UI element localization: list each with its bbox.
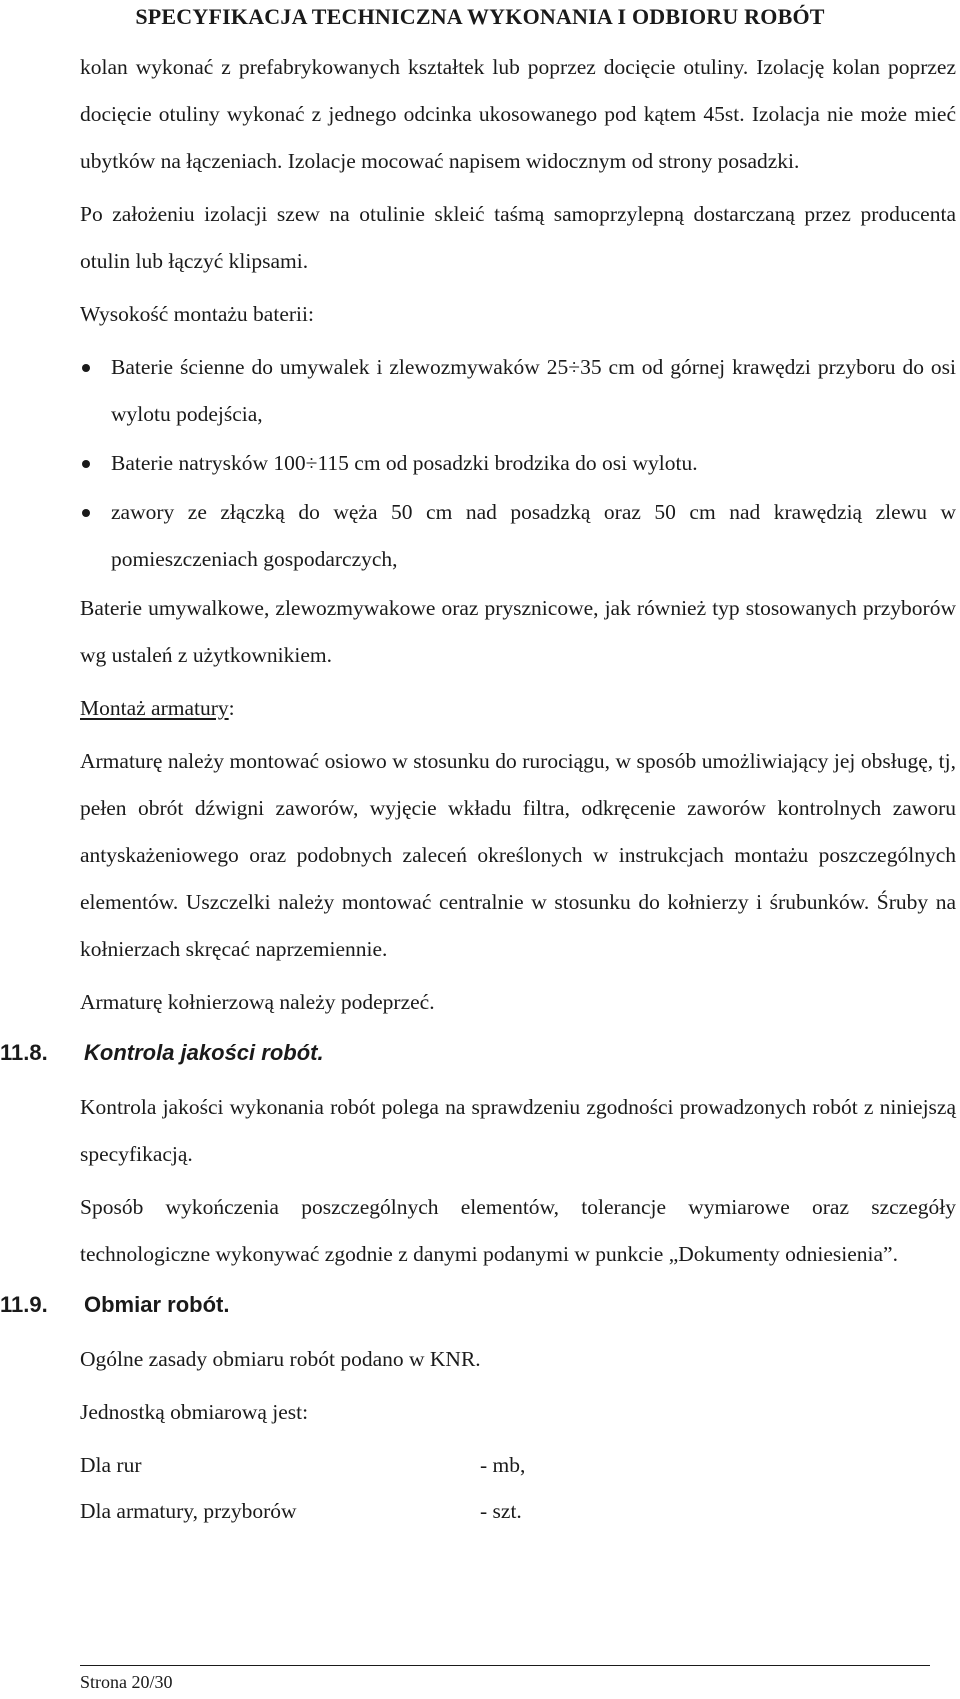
list-item-text: Baterie natrysków 100÷115 cm od posadzki brodzika do osi wylotu. (111, 451, 698, 475)
measurement-label: Dla armatury, przyborów (80, 1499, 297, 1523)
measurement-row (80, 1442, 956, 1488)
section-heading-11-9 (0, 1288, 956, 1328)
paragraph-insulation-seam: Po założeniu izolacji szew na otulinie skleić taśmą samoprzylepną dostarczaną przez producenta otulin lub łączyć klipsami. (80, 202, 956, 273)
paragraph-fittings-assembly: Armaturę należy montować osiowo w stosunku do rurociągu, w sposób umożliwiający jej obsługę, tj, pełen obrót dźwigni zaworów, wyjęcie wkładu filtra, odkręcenie zaworów kontrolnych zaworu antyskażeniowego oraz podobnych zaleceń określonych w instrukcjach montażu poszczególnych elementów. Uszczelki należy montować centralnie w stosunku do kołnierzy i śrubunków. Śruby na kołnierzach skręcać naprzemiennie. (80, 749, 956, 961)
section-number: 11.9. (0, 1292, 48, 1317)
list-item (80, 440, 956, 487)
subheading-fittings-assembly (80, 685, 956, 732)
measurement-unit: - mb, (480, 1453, 526, 1477)
subheading-text: Montaż armatury (80, 696, 229, 720)
paragraph-measurement-rules: Ogólne zasady obmiaru robót podano w KNR. (80, 1347, 481, 1371)
paragraph-battery-height-intro: Wysokość montażu baterii: (80, 302, 314, 326)
list-item (80, 344, 956, 438)
bullet-icon (82, 460, 90, 468)
paragraph-measurement-unit-intro: Jednostką obmiarową jest: (80, 1400, 309, 1424)
list-item-text: Baterie ścienne do umywalek i zlewozmywaków 25÷35 cm od górnej krawędzi przyboru do osi wylotu podejścia, (111, 355, 956, 426)
bullet-icon (82, 364, 90, 372)
paragraph-batteries-types: Baterie umywalkowe, zlewozmywakowe oraz prysznicowe, jak również typ stosowanych przyborów wg ustaleń z użytkownikiem. (80, 596, 956, 667)
subheading-colon: : (228, 696, 235, 720)
paragraph-flanged-fittings: Armaturę kołnierzową należy podeprzeć. (80, 990, 435, 1014)
measurement-row (80, 1488, 956, 1534)
document-header: SPECYFIKACJA TECHNICZNA WYKONANIA I ODBIORU ROBÓT (135, 4, 825, 29)
measurement-label: Dla rur (80, 1453, 142, 1477)
section-number: 11.8. (0, 1040, 48, 1065)
bullet-icon (82, 509, 90, 517)
list-item-text: zawory ze złączką do węża 50 cm nad posadzką oraz 50 cm nad krawędzią zlewu w pomieszczeniach gospodarczych, (111, 500, 956, 571)
list-item (80, 489, 956, 583)
section-title: Obmiar robót. (84, 1292, 230, 1317)
paragraph-finishing-method: Sposób wykończenia poszczególnych elementów, tolerancje wymiarowe oraz szczegóły technologiczne wykonywać zgodnie z danymi podanymi w punkcie „Dokumenty odniesienia”. (80, 1195, 956, 1266)
section-heading-11-8 (0, 1036, 956, 1076)
measurement-unit: - szt. (480, 1499, 522, 1523)
page-number: Strona 20/30 (80, 1672, 173, 1692)
paragraph-insulation-elbows: kolan wykonać z prefabrykowanych kształtek lub poprzez docięcie otuliny. Izolację kolan poprzez docięcie otuliny wykonać z jednego odcinka ukosowanego pod kątem 45st. Izolacja nie może mieć ubytków na łączeniach. Izolacje mocować napisem widocznym od strony posadzki. (80, 55, 956, 173)
paragraph-quality-control: Kontrola jakości wykonania robót polega na sprawdzeniu zgodności prowadzonych robót z niniejszą specyfikacją. (80, 1095, 956, 1166)
footer-divider (80, 1665, 930, 1666)
section-title: Kontrola jakości robót. (84, 1040, 324, 1065)
battery-height-list (80, 344, 956, 583)
page-content (0, 44, 956, 1534)
